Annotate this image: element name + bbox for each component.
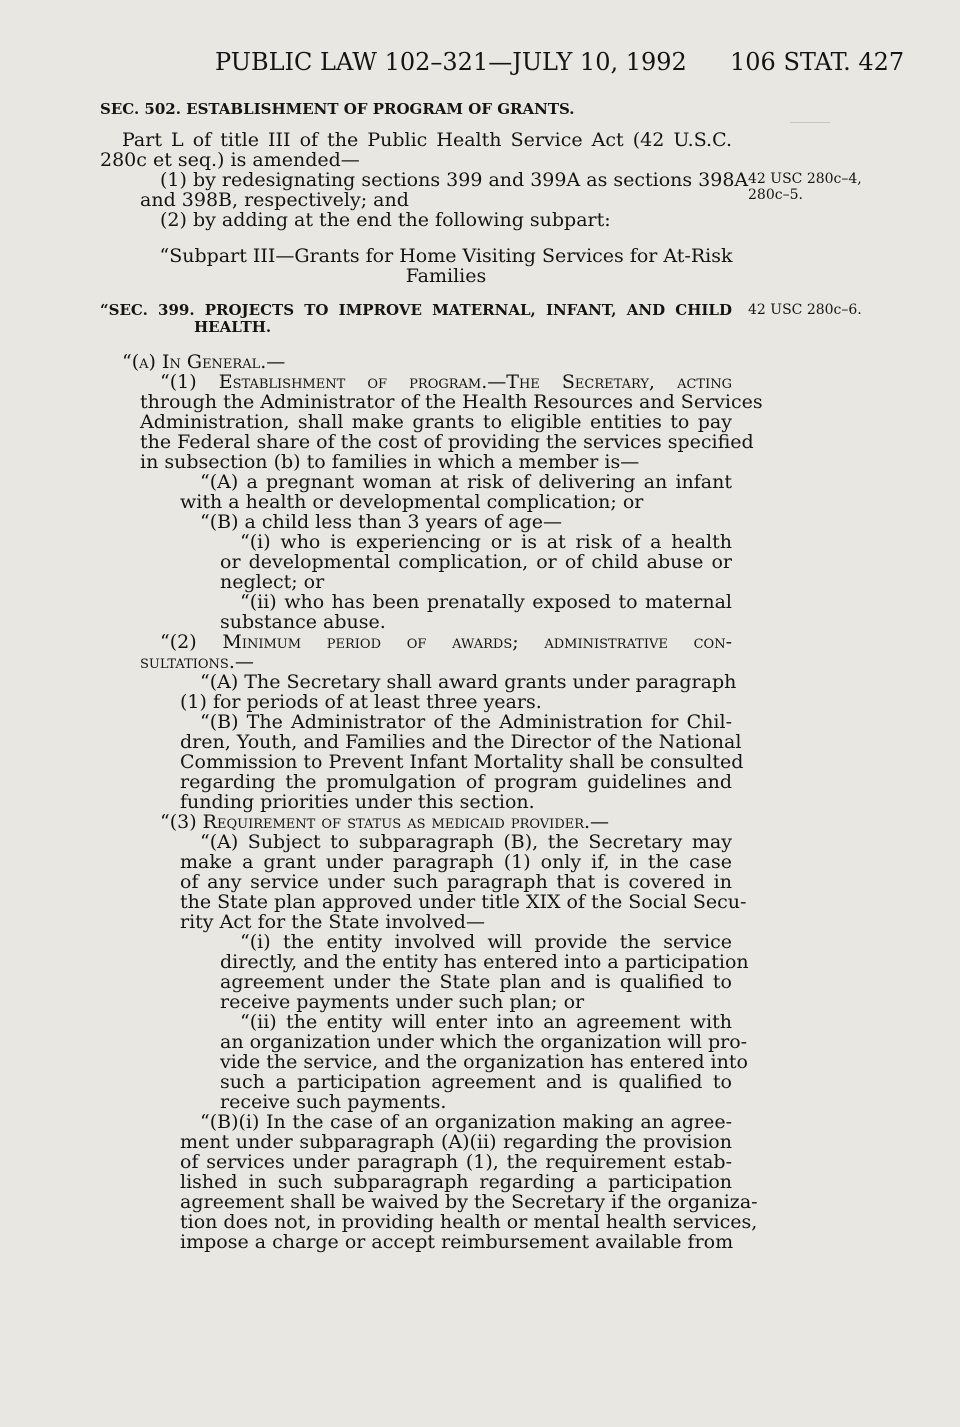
- body-line: “(i) who is experiencing or is at risk of a health: [240, 531, 732, 553]
- body-line: “(B)(i) In the case of an organization making an agree-: [200, 1111, 732, 1133]
- body-line: funding priorities under this section.: [180, 791, 535, 813]
- body-line: in subsection (b) to families in which a member is—: [140, 451, 640, 473]
- body-line: directly, and the entity has entered into a participation: [220, 951, 749, 973]
- body-line: Commission to Prevent Infant Mortality shall be consulted: [180, 751, 744, 773]
- body-line: agreement under the State plan and is qualified to: [220, 971, 732, 993]
- body-line: impose a charge or accept reimbursement available from: [180, 1231, 734, 1253]
- body-line: the Federal share of the cost of providing the services specified: [140, 431, 754, 453]
- body-line: such a participation agreement and is qualified to: [220, 1071, 732, 1093]
- body-line: “(A) Subject to subparagraph (B), the Secretary may: [200, 831, 732, 853]
- body-line: an organization under which the organization will pro-: [220, 1031, 748, 1053]
- margin-note: 42 USC 280c–4,: [748, 171, 862, 187]
- body-line: “(A) The Secretary shall award grants under paragraph: [200, 671, 737, 693]
- body-line: Part L of title III of the Public Health Service Act (42 U.S.C.: [122, 129, 732, 151]
- body-line: receive payments under such plan; or: [220, 991, 585, 1013]
- section-399-heading: “SEC. 399. PROJECTS TO IMPROVE MATERNAL, INFANT, AND CHILD: [100, 301, 732, 319]
- body-line: through the Administrator of the Health Resources and Services: [140, 391, 763, 413]
- body-line: make a grant under paragraph (1) only if, in the case: [180, 851, 732, 873]
- margin-note: 280c–5.: [748, 187, 803, 203]
- body-line: neglect; or: [220, 571, 325, 593]
- subpart-title: “Subpart III—Grants for Home Visiting Services for At-Risk: [159, 245, 733, 267]
- margin-note: 42 USC 280c–6.: [748, 302, 862, 318]
- running-header-stat: 106 STAT. 427: [730, 48, 905, 76]
- body-line: substance abuse.: [220, 611, 386, 633]
- scan-mark: [790, 122, 830, 123]
- body-line: “(B) a child less than 3 years of age—: [200, 511, 563, 533]
- body-line: ment under subparagraph (A)(ii) regarding the provision: [180, 1131, 732, 1153]
- body-line: “(ii) the entity will enter into an agreement with: [240, 1011, 732, 1033]
- body-line: and 398B, respectively; and: [140, 189, 409, 211]
- body-line: tion does not, in providing health or mental health services,: [180, 1211, 758, 1233]
- body-line: with a health or developmental complication; or: [180, 491, 644, 513]
- body-line: receive such payments.: [220, 1091, 447, 1113]
- body-line: dren, Youth, and Families and the Director of the National: [180, 731, 742, 753]
- body-line: “(i) the entity involved will provide the service: [240, 931, 732, 953]
- section-502-heading: SEC. 502. ESTABLISHMENT OF PROGRAM OF GRANTS.: [100, 100, 575, 118]
- body-line: “(3) Requirement of status as medicaid provider.—: [160, 811, 610, 833]
- body-line: or developmental complication, or of child abuse or: [220, 551, 732, 573]
- body-line: “(ii) who has been prenatally exposed to maternal: [240, 591, 732, 613]
- body-line: (1) for periods of at least three years.: [180, 691, 542, 713]
- body-line: “(2) Minimum period of awards; administrative con-: [160, 631, 732, 653]
- body-line: of any service under such paragraph that is covered in: [180, 871, 732, 893]
- body-line: agreement shall be waived by the Secretary if the organiza-: [180, 1191, 758, 1213]
- running-header-title: PUBLIC LAW 102–321—JULY 10, 1992: [215, 48, 687, 76]
- body-line: 280c et seq.) is amended—: [100, 149, 360, 171]
- body-line: (1) by redesignating sections 399 and 399A as sections 398A: [160, 169, 749, 191]
- body-line: vide the service, and the organization has entered into: [220, 1051, 748, 1073]
- body-line: of services under paragraph (1), the requirement estab-: [180, 1151, 732, 1173]
- body-line: rity Act for the State involved—: [180, 911, 485, 933]
- body-line: lished in such subparagraph regarding a participation: [180, 1171, 732, 1193]
- body-line: “(a) In General.—: [122, 351, 286, 373]
- body-line: sultations.—: [140, 651, 254, 673]
- body-line: “(B) The Administrator of the Administration for Chil-: [200, 711, 732, 733]
- subpart-title: Families: [405, 265, 487, 287]
- body-line: regarding the promulgation of program guidelines and: [180, 771, 732, 793]
- body-line: (2) by adding at the end the following subpart:: [160, 209, 611, 231]
- body-line: the State plan approved under title XIX of the Social Secu-: [180, 891, 747, 913]
- body-line: Administration, shall make grants to eligible entities to pay: [140, 411, 732, 433]
- section-399-heading: HEALTH.: [194, 318, 272, 336]
- body-line: “(1) Establishment of program.—The Secretary, acting: [160, 371, 732, 393]
- body-line: “(A) a pregnant woman at risk of delivering an infant: [200, 471, 732, 493]
